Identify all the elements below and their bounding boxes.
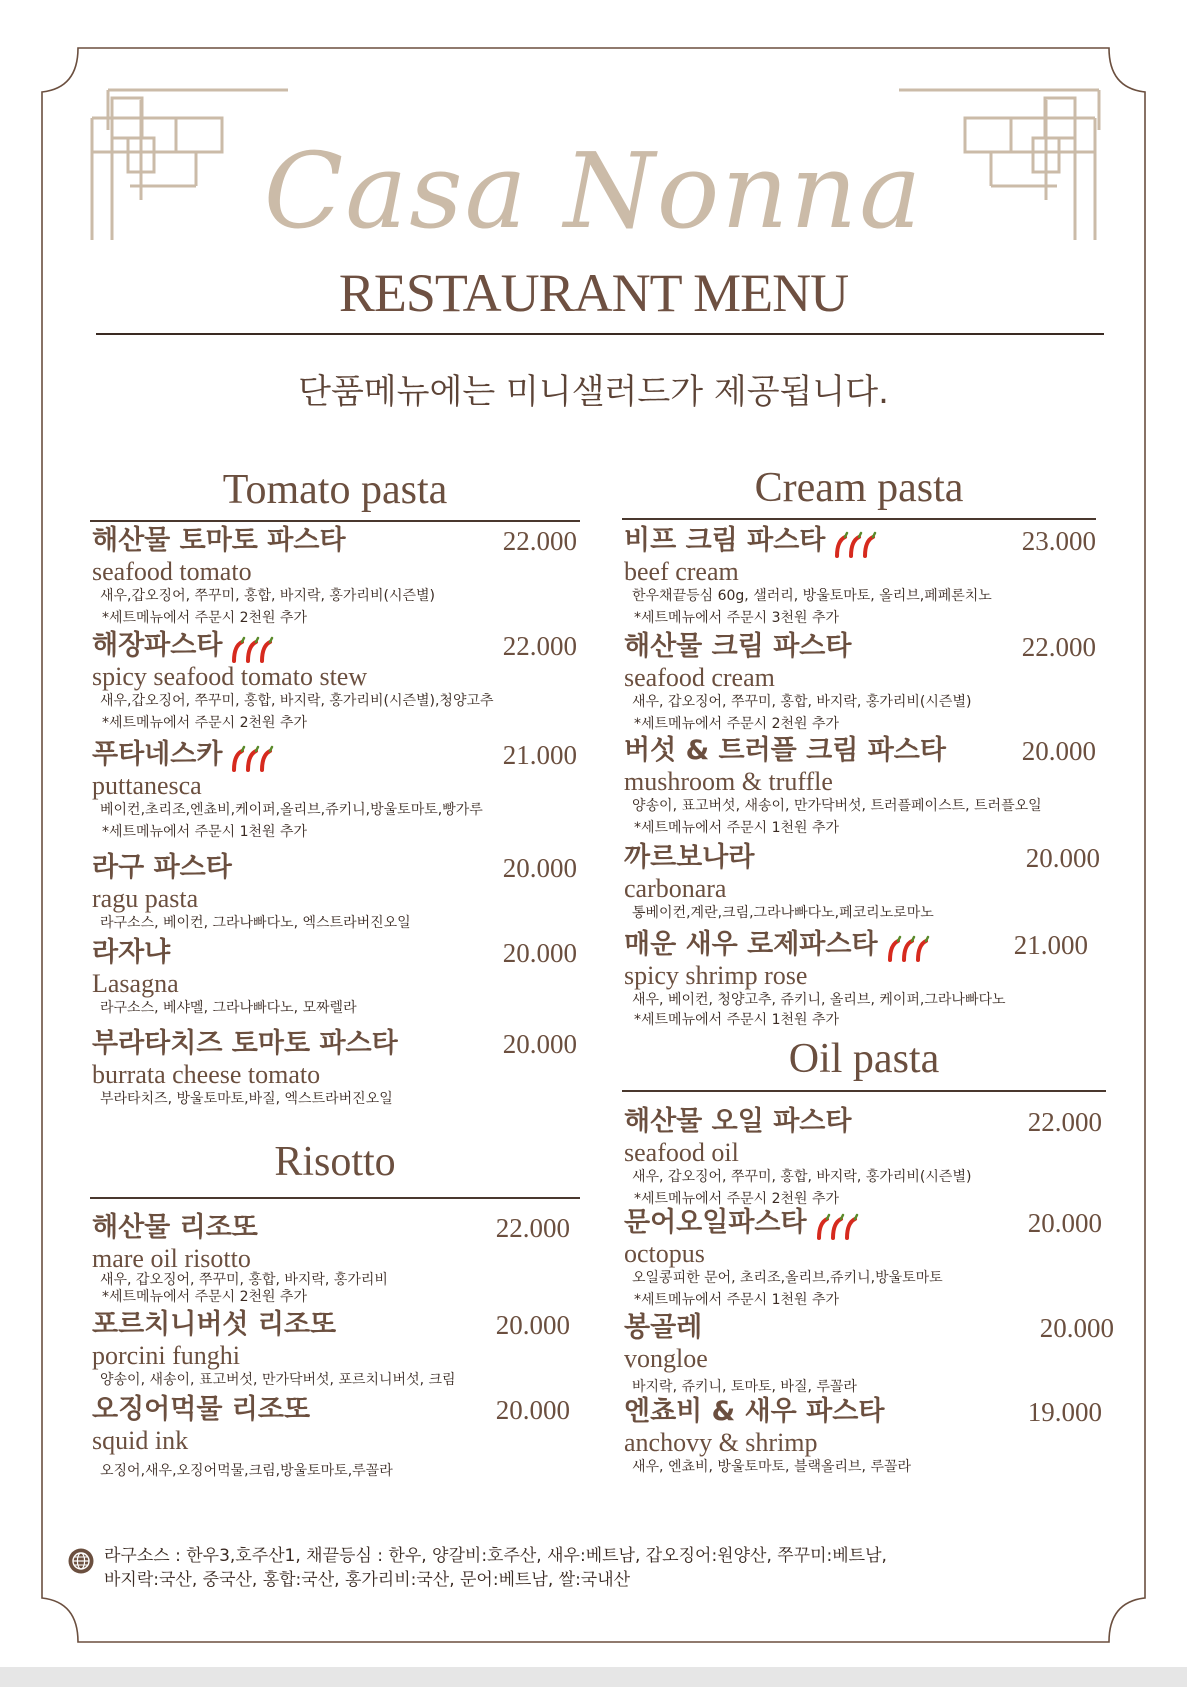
item-name-ko: 버섯 & 트러플 크림 파스타 — [624, 735, 946, 766]
item-ingredients: 양송이, 새송이, 표고버섯, 만가닥버섯, 포르치니버섯, 크림 — [100, 1372, 456, 1388]
origin-info — [104, 1544, 984, 1592]
item-price: 20.000 — [1025, 843, 1100, 873]
item-price: 22.000 — [502, 631, 577, 661]
item-name-ko: 라구 파스타 — [92, 852, 232, 883]
item-name-ko: 라자냐 — [92, 937, 171, 968]
item-name-en: mushroom & truffle — [624, 767, 833, 796]
item-ingredients: 새우, 엔쵸비, 방울토마토, 블랙올리브, 루꼴라 — [632, 1459, 912, 1475]
menu-item-burrata-tomato — [92, 1026, 577, 1110]
item-ingredients: 라구소스, 베샤멜, 그라나빠다노, 모짜렐라 — [100, 1000, 357, 1016]
item-set-note: *세트메뉴에서 주문시 2천원 추가 — [102, 715, 308, 731]
section-divider-tomato — [90, 520, 580, 522]
item-ingredients: 부라타치즈, 방울토마토,바질, 엑스트라버진오일 — [100, 1091, 393, 1107]
page-bottom-bar — [0, 1667, 1187, 1687]
item-price: 22.000 — [1027, 1107, 1102, 1137]
item-price: 20.000 — [502, 1029, 577, 1059]
menu-item-vongole — [624, 1310, 1114, 1398]
item-price: 20.000 — [495, 1395, 570, 1425]
item-set-note: *세트메뉴에서 주문시 2천원 추가 — [102, 1289, 308, 1305]
item-price: 19.000 — [1027, 1397, 1102, 1427]
item-name-en: burrata cheese tomato — [92, 1060, 321, 1089]
item-price: 23.000 — [1021, 526, 1096, 556]
item-name-en: anchovy & shrimp — [624, 1428, 818, 1457]
item-name-en: puttanesca — [92, 771, 202, 800]
item-ingredients: 새우, 갑오징어, 쭈꾸미, 홍합, 바지락, 홍가리비(시즌별) — [632, 1169, 972, 1185]
item-name-en: beef cream — [624, 557, 739, 586]
item-name-ko: 문어오일파스타 — [624, 1207, 807, 1238]
origin-info-line-2: 바지락:국산, 중국산, 홍합:국산, 홍가리비:국산, 문어:베트남, 쌀:국내산 — [104, 1570, 631, 1590]
item-set-note: *세트메뉴에서 주문시 2천원 추가 — [634, 716, 840, 732]
item-ingredients: 오징어,새우,오징어먹물,크림,방울토마토,루꼴라 — [100, 1463, 393, 1479]
item-ingredients: 라구소스, 베이컨, 그라나빠다노, 엑스트라버진오일 — [100, 915, 411, 931]
item-name-ko: 엔쵸비 & 새우 파스타 — [624, 1396, 885, 1427]
item-ingredients: 한우채끝등심 60g, 샐러리, 방울토마토, 올리브,페페론치노 — [632, 588, 992, 604]
item-name-en: octopus — [624, 1239, 705, 1268]
item-name-en: seafood oil — [624, 1138, 739, 1167]
menu-item-mare-risotto — [92, 1210, 570, 1306]
item-name-ko: 해산물 오일 파스타 — [624, 1106, 852, 1137]
item-ingredients: 통베이컨,계란,크림,그라나빠다노,페코리노로마노 — [632, 905, 934, 921]
item-set-note: *세트메뉴에서 주문시 2천원 추가 — [102, 610, 308, 626]
item-name-en: seafood cream — [624, 663, 775, 692]
item-name-ko: 매운 새우 로제파스타 — [624, 929, 878, 960]
chili-pepper-icon — [228, 636, 276, 664]
menu-item-lasagna — [92, 935, 577, 1019]
section-divider-oil — [622, 1090, 1106, 1092]
item-ingredients: 양송이, 표고버섯, 새송이, 만가닥버섯, 트러플페이스트, 트러플오일 — [632, 798, 1042, 814]
page-title: RESTAURANT MENU — [338, 263, 849, 323]
item-price: 20.000 — [502, 938, 577, 968]
section-divider-risotto — [90, 1197, 580, 1199]
item-name-en: carbonara — [624, 874, 727, 903]
item-set-note: *세트메뉴에서 주문시 1천원 추가 — [634, 1292, 840, 1308]
item-price: 21.000 — [502, 740, 577, 770]
menu-item-anchovy-shrimp — [624, 1394, 1102, 1478]
menu-item-spicy-shrimp-rose — [624, 927, 1088, 1029]
chili-pepper-icon — [884, 935, 932, 963]
item-name-ko: 해산물 크림 파스타 — [624, 631, 852, 662]
item-ingredients: 새우,갑오징어, 쭈꾸미, 홍합, 바지락, 홍가리비(시즌별),청양고추 — [100, 693, 494, 709]
item-ingredients: 새우, 베이컨, 청양고추, 쥬키니, 올리브, 케이퍼,그라나빠다노 — [632, 992, 1006, 1008]
item-ingredients: 새우, 갑오징어, 쭈꾸미, 홍합, 바지락, 홍가리비(시즌별) — [632, 694, 972, 710]
item-name-ko: 포르치니버섯 리조또 — [92, 1309, 337, 1340]
menu-item-beef-cream — [624, 523, 1096, 629]
menu-item-seafood-oil — [624, 1104, 1102, 1210]
item-ingredients: 오일콩피한 문어, 초리조,올리브,쥬키니,방울토마토 — [632, 1270, 943, 1286]
origin-info-line-1: 라구소스 : 한우3,호주산1, 채끝등심 : 한우, 양갈비:호주산, 새우:베트남, 갑오징어:원양산, 쭈꾸미:베트남, — [104, 1546, 887, 1566]
title-divider — [96, 333, 1104, 335]
section-divider-cream — [622, 518, 1096, 520]
item-price: 21.000 — [1013, 930, 1088, 960]
item-name-en: squid ink — [92, 1426, 189, 1455]
item-name-ko: 까르보나라 — [624, 842, 755, 873]
menu-item-octopus — [624, 1205, 1102, 1311]
item-price: 22.000 — [1021, 632, 1096, 662]
item-ingredients: 베이컨,초리조,엔쵸비,케이퍼,올리브,쥬키니,방울토마토,빵가루 — [100, 802, 483, 818]
item-set-note: *세트메뉴에서 주문시 1천원 추가 — [634, 1012, 840, 1028]
item-price: 20.000 — [502, 853, 577, 883]
item-name-en: spicy shrimp rose — [624, 961, 808, 990]
menu-item-carbonara — [624, 840, 1100, 924]
item-price: 22.000 — [502, 526, 577, 556]
chili-pepper-icon — [228, 745, 276, 773]
item-name-ko: 부라타치즈 토마토 파스타 — [92, 1028, 398, 1059]
section-title-tomato: Tomato pasta — [222, 467, 448, 513]
salad-notice: 단품메뉴에는 미니샐러드가 제공됩니다. — [298, 372, 889, 412]
item-name-ko: 해장파스타 — [92, 630, 223, 661]
menu-item-porcini-risotto — [92, 1307, 570, 1391]
item-set-note: *세트메뉴에서 주문시 1천원 추가 — [634, 820, 840, 836]
item-price: 20.000 — [1039, 1313, 1114, 1343]
item-price: 20.000 — [495, 1310, 570, 1340]
menu-item-squid-ink-risotto — [92, 1392, 570, 1482]
menu-item-puttanesca — [92, 737, 577, 843]
item-ingredients: 새우, 갑오징어, 쭈꾸미, 홍합, 바지락, 홍가리비 — [100, 1272, 388, 1288]
item-ingredients: 바지락, 쥬키니, 토마토, 바질, 루꼴라 — [632, 1379, 857, 1395]
item-price: 20.000 — [1027, 1208, 1102, 1238]
menu-item-seafood-tomato — [92, 523, 577, 629]
menu-item-haejang-pasta — [92, 628, 577, 734]
restaurant-logo: Casa Nonna — [263, 130, 924, 252]
item-name-en: seafood tomato — [92, 557, 252, 586]
item-name-en: spicy seafood tomato stew — [92, 662, 368, 691]
menu-item-seafood-cream — [624, 629, 1096, 735]
item-set-note: *세트메뉴에서 주문시 2천원 추가 — [634, 1191, 840, 1207]
chili-pepper-icon — [831, 531, 879, 559]
item-name-ko: 봉골레 — [624, 1312, 703, 1343]
menu-item-mushroom-truffle — [624, 733, 1096, 839]
chili-pepper-icon — [813, 1213, 861, 1241]
section-title-risotto: Risotto — [274, 1139, 396, 1185]
menu-item-ragu-pasta — [92, 850, 577, 934]
section-title-oil: Oil pasta — [788, 1036, 940, 1082]
item-set-note: *세트메뉴에서 주문시 1천원 추가 — [102, 824, 308, 840]
item-price: 20.000 — [1021, 736, 1096, 766]
item-name-ko: 비프 크림 파스타 — [624, 525, 826, 556]
item-name-en: mare oil risotto — [92, 1244, 251, 1273]
item-ingredients: 새우,갑오징어, 쭈꾸미, 홍합, 바지락, 홍가리비(시즌별) — [100, 588, 435, 604]
item-name-ko: 오징어먹물 리조또 — [92, 1394, 311, 1425]
item-name-en: ragu pasta — [92, 884, 199, 913]
item-name-en: porcini funghi — [92, 1341, 241, 1370]
section-title-cream: Cream pasta — [754, 465, 964, 511]
item-name-ko: 해산물 토마토 파스타 — [92, 525, 346, 556]
item-name-ko: 해산물 리조또 — [92, 1212, 258, 1243]
item-name-en: vongloe — [624, 1344, 708, 1373]
item-name-ko: 푸타네스카 — [92, 739, 223, 770]
item-set-note: *세트메뉴에서 주문시 3천원 추가 — [634, 610, 840, 626]
globe-icon — [68, 1548, 94, 1574]
item-price: 22.000 — [495, 1213, 570, 1243]
item-name-en: Lasagna — [92, 969, 179, 998]
